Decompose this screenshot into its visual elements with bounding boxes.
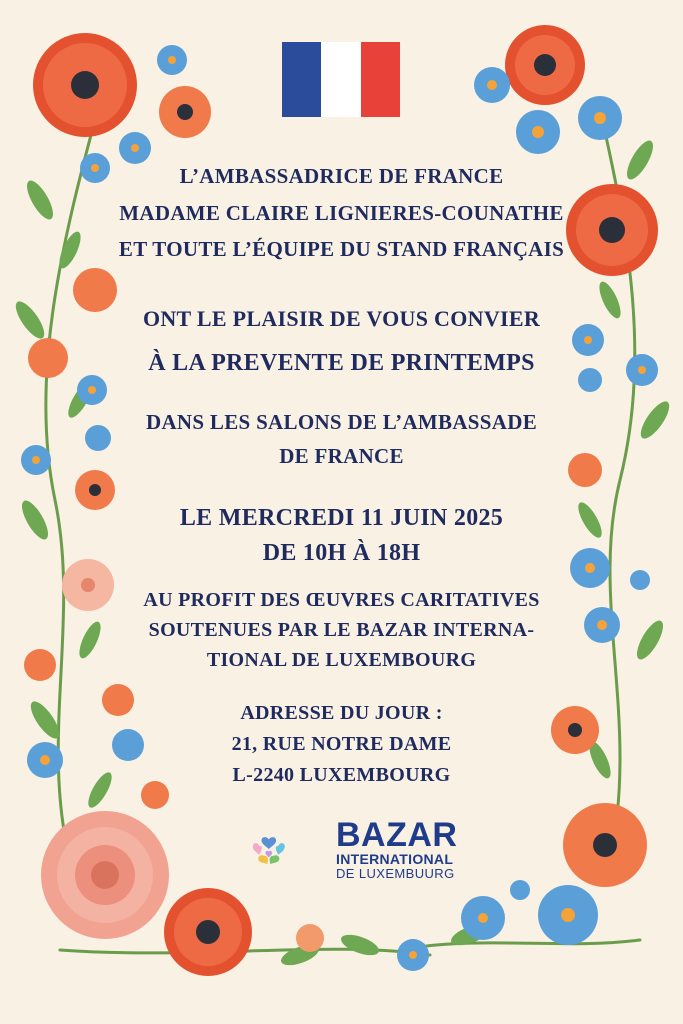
cause-line-2: SOUTENUES PAR LE BAZAR INTERNA- [148,619,535,641]
flag-blue-stripe [282,42,321,117]
cause-line-1: AU PROFIT DES ŒUVRES CARITATIVES [143,589,540,611]
bazar-hearts-logo-icon [252,812,336,890]
host-line-2: MADAME CLAIRE LIGNIERES-COUNATHE [119,201,564,225]
address-label: ADRESSE DU JOUR : [240,702,443,724]
logo-line-2: INTERNATIONAL [336,851,454,867]
logo-brand: BAZAR [336,816,458,854]
host-line-1: L’AMBASSADRICE DE FRANCE [179,164,504,188]
event-date: LE MERCREDI 11 JUIN 2025 [179,505,504,531]
french-flag [282,42,400,117]
invite-line-1: ONT LE PLAISIR DE VOUS CONVIER [142,306,541,331]
logo-line-3: DE LUXEMBUURG [336,866,455,881]
address-city: L-2240 LUXEMBOURG [232,764,451,786]
host-line-3: ET TOUTE L’ÉQUIPE DU STAND FRANÇAIS [118,237,565,261]
flag-red-stripe [361,42,400,117]
venue-line-1: DANS LES SALONS DE L’AMBASSADE [146,410,537,434]
bazar-logo-text [336,818,457,881]
event-name: À LA PREVENTE DE PRINTEMPS [148,350,535,376]
address-street: 21, RUE NOTRE DAME [231,733,452,755]
venue-line-2: DE FRANCE [279,444,404,468]
event-hours: DE 10H À 18H [262,540,421,566]
cause-line-3: TIONAL DE LUXEMBOURG [206,649,477,671]
rose [41,811,169,939]
flag-white-stripe [321,42,360,117]
